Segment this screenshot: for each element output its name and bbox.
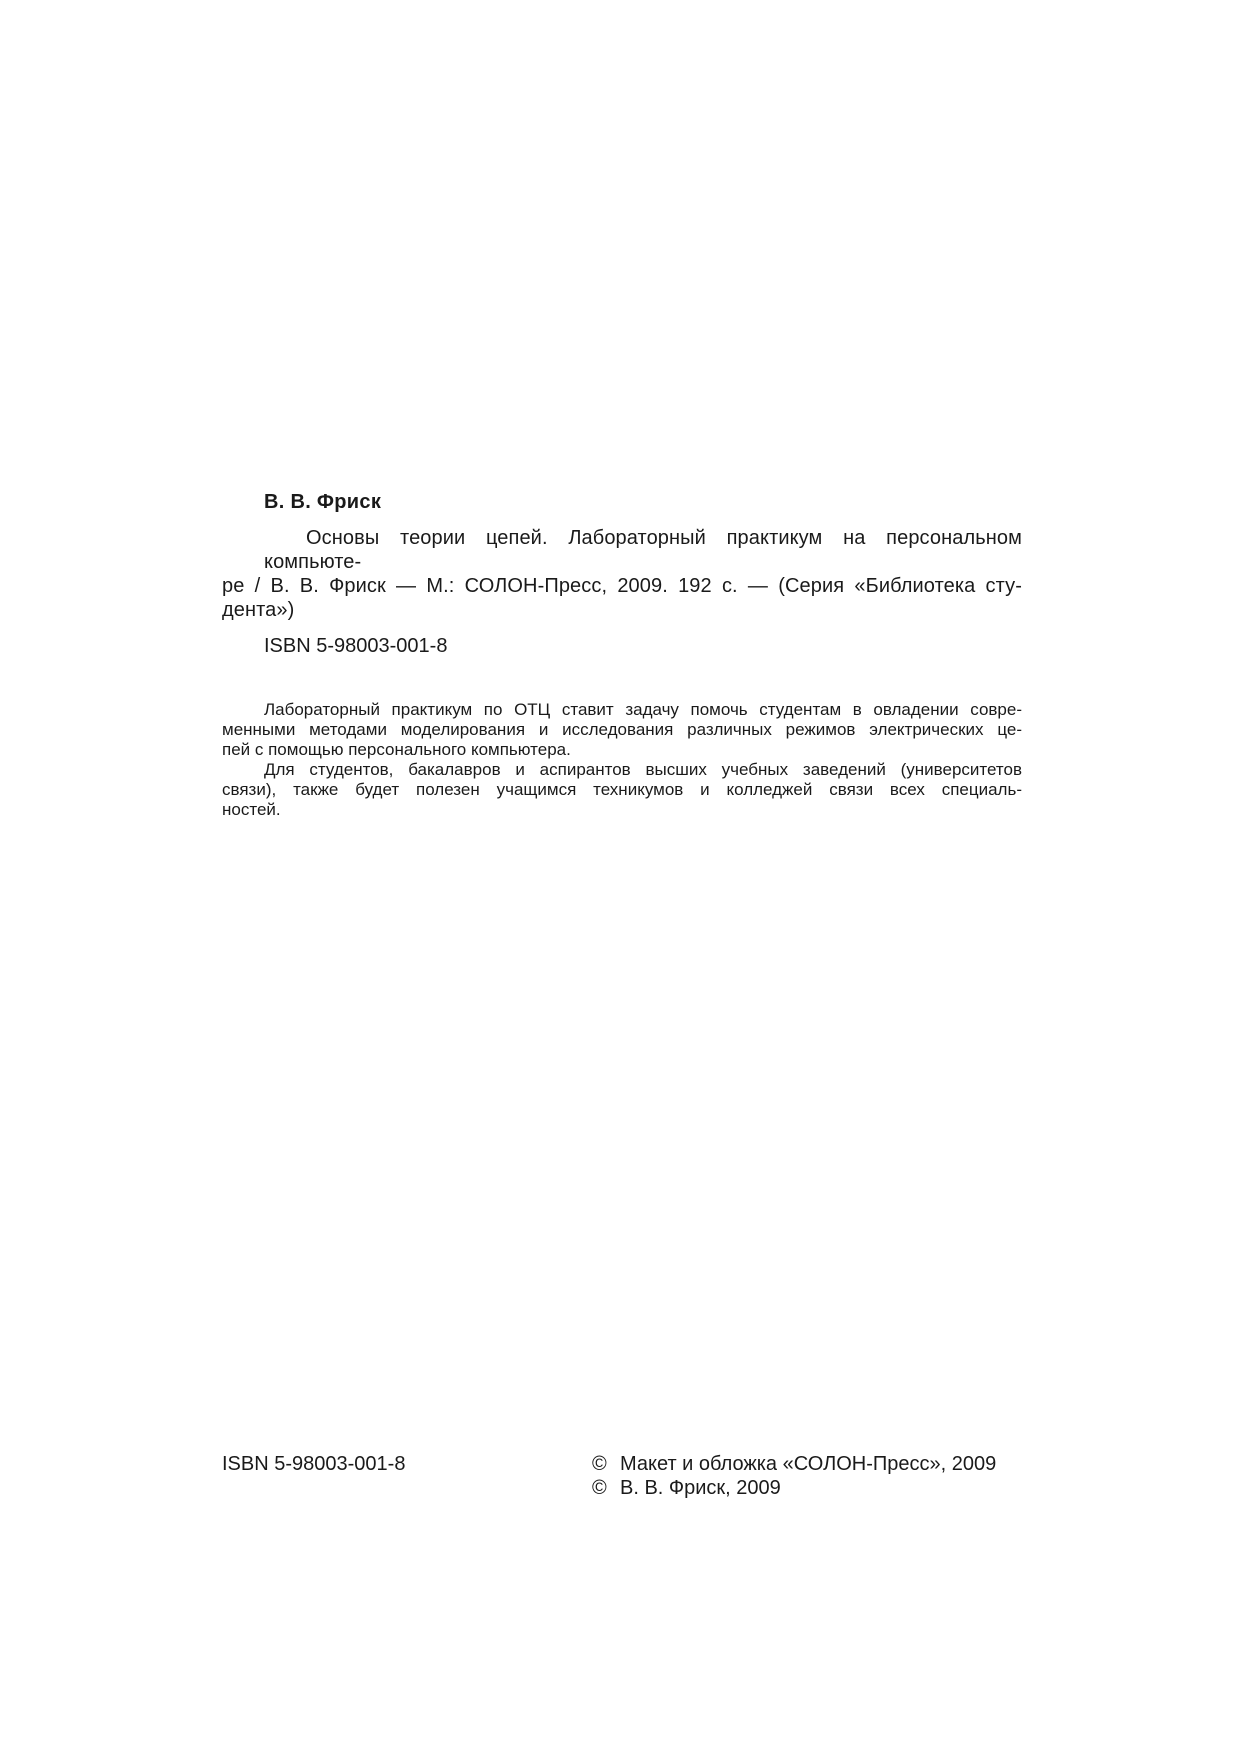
copyright-text: Макет и обложка «СОЛОН-Пресс», 2009	[620, 1453, 997, 1475]
annotation-line: Лабораторный практикум по ОТЦ ставит задачу помочь студентам в овладении совре-	[264, 700, 1022, 719]
copyright-block	[592, 1452, 1032, 1500]
bibliographic-record	[222, 490, 1022, 820]
footer-isbn: ISBN 5-98003-001-8	[222, 1453, 406, 1475]
isbn: ISBN 5-98003-001-8	[264, 635, 448, 657]
copyright-line	[592, 1452, 1032, 1476]
citation-line: дента»)	[222, 599, 295, 621]
annotation	[222, 700, 1022, 820]
annotation-line: Для студентов, бакалавров и аспирантов высших учебных заведений (университетов	[264, 760, 1022, 779]
copyright-text: В. В. Фриск, 2009	[620, 1477, 781, 1499]
author-name: В. В. Фриск	[264, 491, 382, 513]
annotation-line: связи), также будет полезен учащимся техникумов и колледжей связи всех специаль-	[222, 780, 1022, 799]
copyright-sign: ©	[592, 1477, 607, 1499]
annotation-line: менными методами моделирования и исследования различных режимов электрических це-	[222, 720, 1022, 739]
annotation-line: ностей.	[222, 800, 281, 819]
annotation-line: пей с помощью персонального компьютера.	[222, 740, 571, 759]
copyright-line	[592, 1476, 1032, 1500]
citation-line: Основы теории цепей. Лабораторный практикум на персональном компьюте-	[264, 527, 1022, 573]
citation	[222, 526, 1022, 622]
copyright-sign: ©	[592, 1453, 607, 1475]
citation-line: ре / В. В. Фриск — М.: СОЛОН-Пресс, 2009. 192 с. — (Серия «Библиотека сту-	[222, 575, 1022, 597]
